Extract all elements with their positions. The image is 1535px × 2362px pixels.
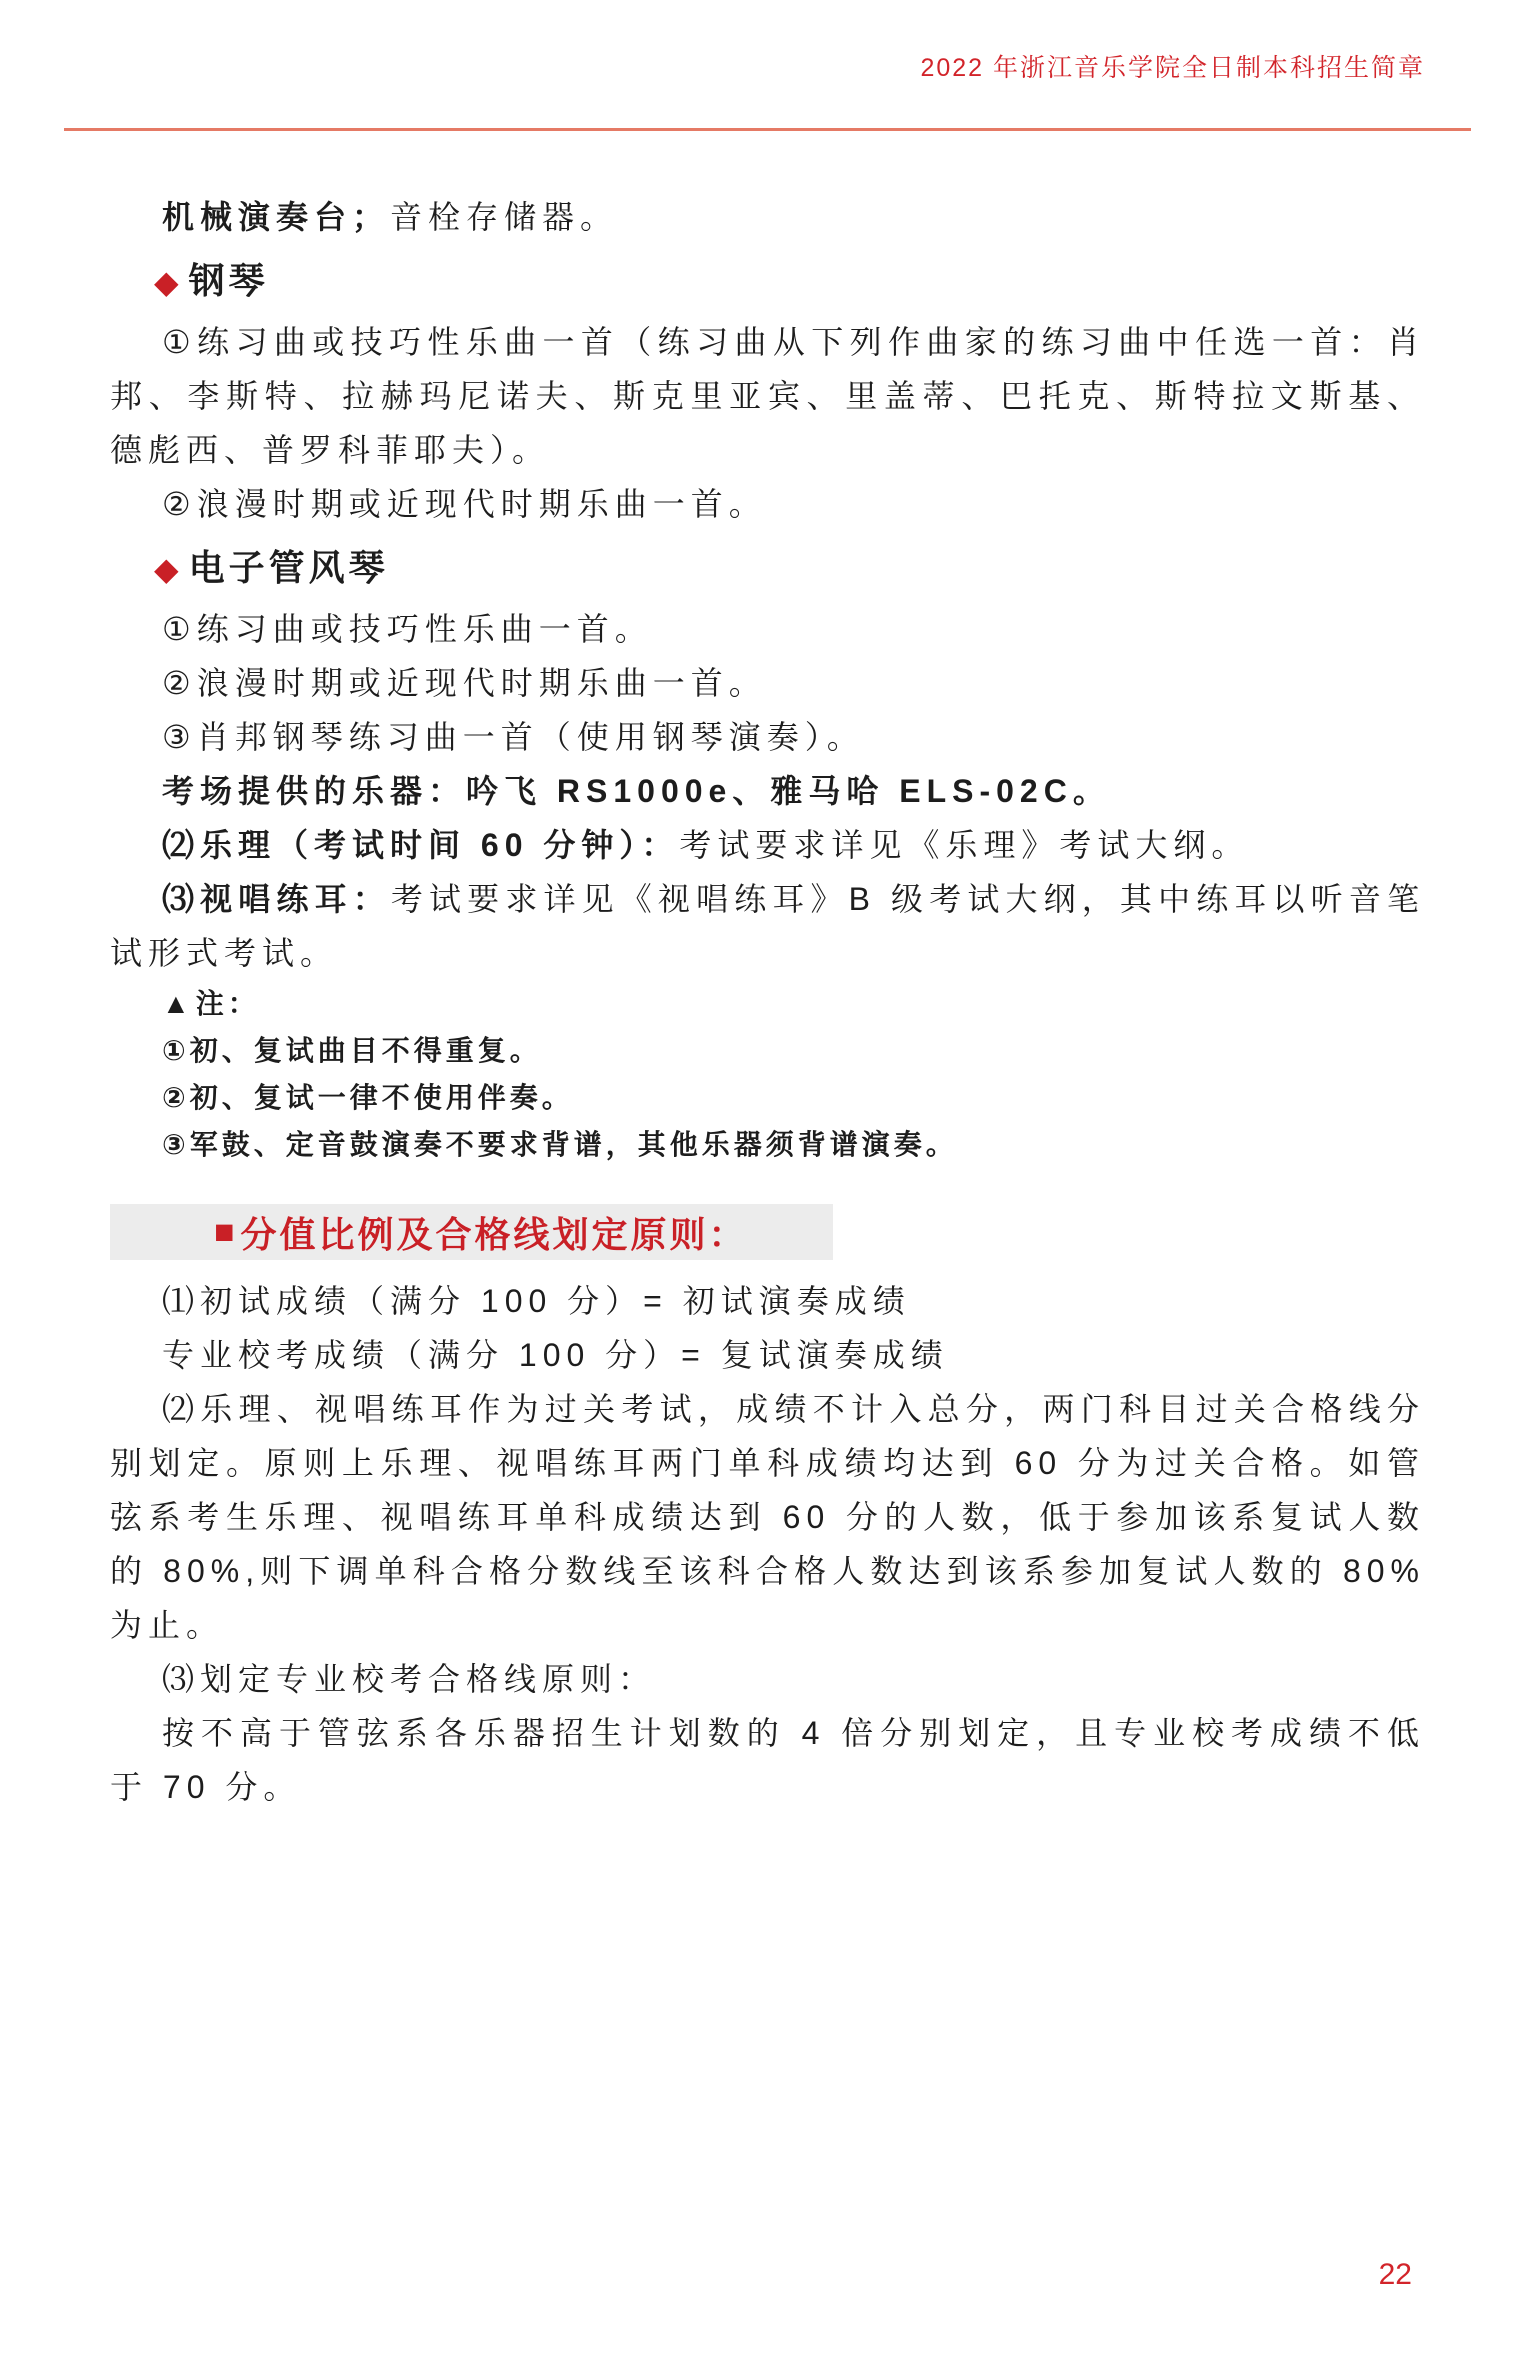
diamond-icon: ◆ [154, 551, 183, 587]
ear-training-label: ⑶视唱练耳： [162, 881, 391, 917]
page-content [110, 190, 1425, 1814]
line-rule-text: 按不高于管弦系各乐器招生计划数的 4 倍分别划定，且专业校考成绩不低于 70 分。 [110, 1715, 1425, 1805]
note-heading-label: 注： [195, 988, 260, 1019]
header-divider [64, 128, 1471, 131]
ear-training-text: 考试要求详见《视唱练耳》B 级考试大纲，其中练耳以听音笔试形式考试。 [110, 881, 1425, 971]
section-title: 分值比例及合格线划定原则： [240, 1213, 748, 1255]
organ-item-3: ③肖邦钢琴练习曲一首（使用钢琴演奏）。 [162, 719, 865, 755]
diamond-icon: ◆ [154, 264, 183, 300]
organ-item-2: ②浪漫时期或近现代时期乐曲一首。 [162, 665, 767, 701]
score-line-2: 专业校考成绩（满分 100 分）= 复试演奏成绩 [162, 1337, 949, 1373]
note-item-1: ①初、复试曲目不得重复。 [162, 1035, 542, 1066]
piano-item-2: ②浪漫时期或近现代时期乐曲一首。 [162, 486, 767, 522]
intro-rest-text: 音栓存储器。 [390, 199, 619, 235]
instruments-note: 考场提供的乐器：吟飞 RS1000e、雅马哈 ELS-02C。 [162, 773, 1111, 809]
organ-item-1: ①练习曲或技巧性乐曲一首。 [162, 611, 653, 647]
pass-rule-paragraph: ⑵乐理、视唱练耳作为过关考试，成绩不计入总分，两门科目过关合格线分别划定。原则上乐理、视唱练耳两门单科成绩均达到 60 分为过关合格。如管弦系考生乐理、视唱练耳单科成绩达到 60 分的人数，低于参加该系复试人数的 80%,则下调单科合格分数线至该科合格人数达到该系参加复试人数的 80% 为止。 [110, 1391, 1425, 1643]
piano-item-1: ①练习曲或技巧性乐曲一首（练习曲从下列作曲家的练习曲中任选一首：肖邦、李斯特、拉赫玛尼诺夫、斯克里亚宾、里盖蒂、巴托克、斯特拉文斯基、德彪西、普罗科菲耶夫）。 [110, 324, 1425, 468]
notes-block [110, 980, 1425, 1168]
triangle-icon: ▲ [162, 988, 194, 1019]
organ-heading-label: 电子管风琴 [188, 547, 389, 588]
theory-label: ⑵乐理（考试时间 60 分钟）： [162, 827, 680, 863]
piano-heading [110, 252, 1425, 311]
note-item-2: ②初、复试一律不使用伴奏。 [162, 1082, 574, 1113]
square-icon: ■ [214, 1213, 235, 1251]
theory-text: 考试要求详见《乐理》考试大纲。 [679, 827, 1250, 863]
ear-training-paragraph [110, 872, 1425, 980]
header-title: 2022 年浙江音乐学院全日制本科招生简章 [920, 54, 1425, 82]
page-number: 22 [1378, 2258, 1412, 2291]
note-heading [110, 980, 1425, 1027]
intro-paragraph [110, 190, 1425, 244]
section-header-bar [110, 1204, 833, 1260]
organ-heading [110, 539, 1425, 598]
score-line-1: ⑴初试成绩（满分 100 分）= 初试演奏成绩 [162, 1283, 911, 1319]
piano-heading-label: 钢琴 [188, 260, 269, 301]
intro-bold-text: 机械演奏台； [162, 199, 391, 235]
theory-paragraph [110, 818, 1425, 872]
note-item-3: ③军鼓、定音鼓演奏不要求背谱，其他乐器须背谱演奏。 [162, 1129, 958, 1160]
line-rule-label: ⑶划定专业校考合格线原则： [162, 1661, 657, 1697]
